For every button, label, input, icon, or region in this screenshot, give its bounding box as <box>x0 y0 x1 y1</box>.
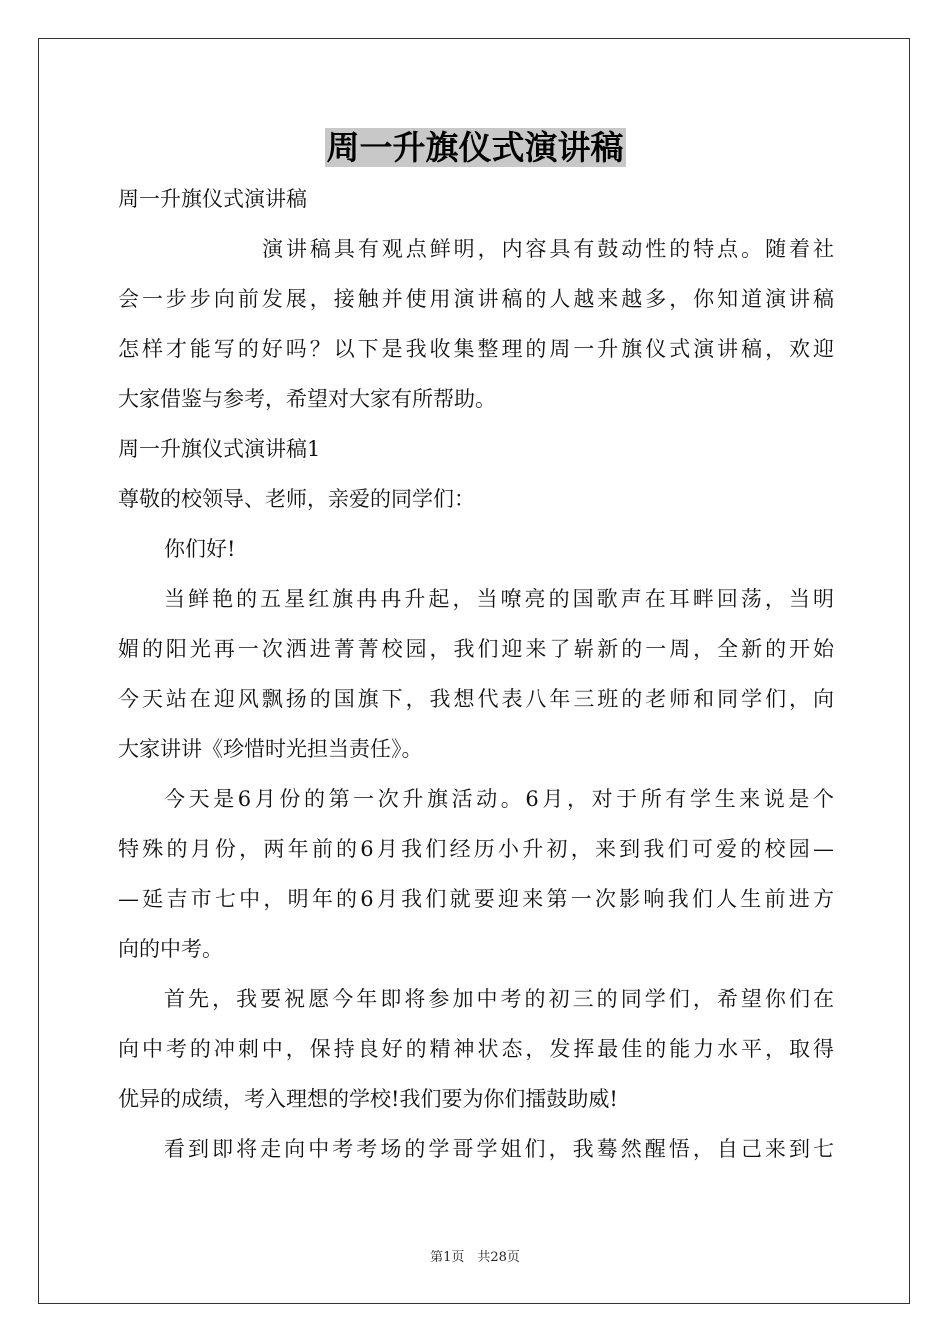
section-heading: 周一升旗仪式演讲稿1 <box>118 437 321 461</box>
paragraph-line: 特殊的月份，两年前的6月我们经历小升初，来到我们可爱的校园— <box>118 837 834 861</box>
page-footer: 第1页 共28页 <box>430 1250 520 1265</box>
paragraph-line: —延吉市七中，明年的6月我们就要迎来第一次影响我们人生前进方 <box>118 887 834 911</box>
paragraph-line: 首先，我要祝愿今年即将参加中考的初三的同学们，希望你们在 <box>164 987 834 1011</box>
paragraph-line: 大家讲讲《珍惜时光担当责任》。 <box>118 737 423 761</box>
paragraph-line: 当鲜艳的五星红旗冉冉升起，当嘹亮的国歌声在耳畔回荡，当明 <box>164 587 834 611</box>
paragraph-line: 向的中考。 <box>118 937 223 961</box>
paragraph-line: 看到即将走向中考考场的学哥学姐们，我蓦然醒悟，自己来到七 <box>164 1137 834 1161</box>
paragraph-line: 向中考的冲刺中，保持良好的精神状态，发挥最佳的能力水平，取得 <box>118 1037 834 1061</box>
page-border <box>38 38 910 1304</box>
paragraph-line: 怎样才能写的好吗？以下是我收集整理的周一升旗仪式演讲稿，欢迎 <box>118 337 834 361</box>
paragraph-line: 大家借鉴与参考，希望对大家有所帮助。 <box>118 387 496 411</box>
subtitle-line: 周一升旗仪式演讲稿 <box>118 187 307 211</box>
paragraph-line: 今天是6月份的第一次升旗活动。6月，对于所有学生来说是个 <box>164 787 834 811</box>
paragraph-line: 媚的阳光再一次洒进菁菁校园，我们迎来了崭新的一周，全新的开始 <box>118 637 834 661</box>
paragraph-line: 今天站在迎风飘扬的国旗下，我想代表八年三班的老师和同学们，向 <box>118 687 834 711</box>
greeting-line: 你们好! <box>164 537 236 561</box>
salutation-line: 尊敬的校领导、老师，亲爱的同学们： <box>118 487 475 511</box>
document-title: 周一升旗仪式演讲稿 <box>326 128 624 167</box>
paragraph-line: 优异的成绩，考入理想的学校!我们要为你们擂鼓助威! <box>118 1087 618 1111</box>
paragraph-line: 演讲稿具有观点鲜明，内容具有鼓动性的特点。随着社 <box>262 237 834 261</box>
paragraph-line: 会一步步向前发展，接触并使用演讲稿的人越来越多，你知道演讲稿 <box>118 287 834 311</box>
